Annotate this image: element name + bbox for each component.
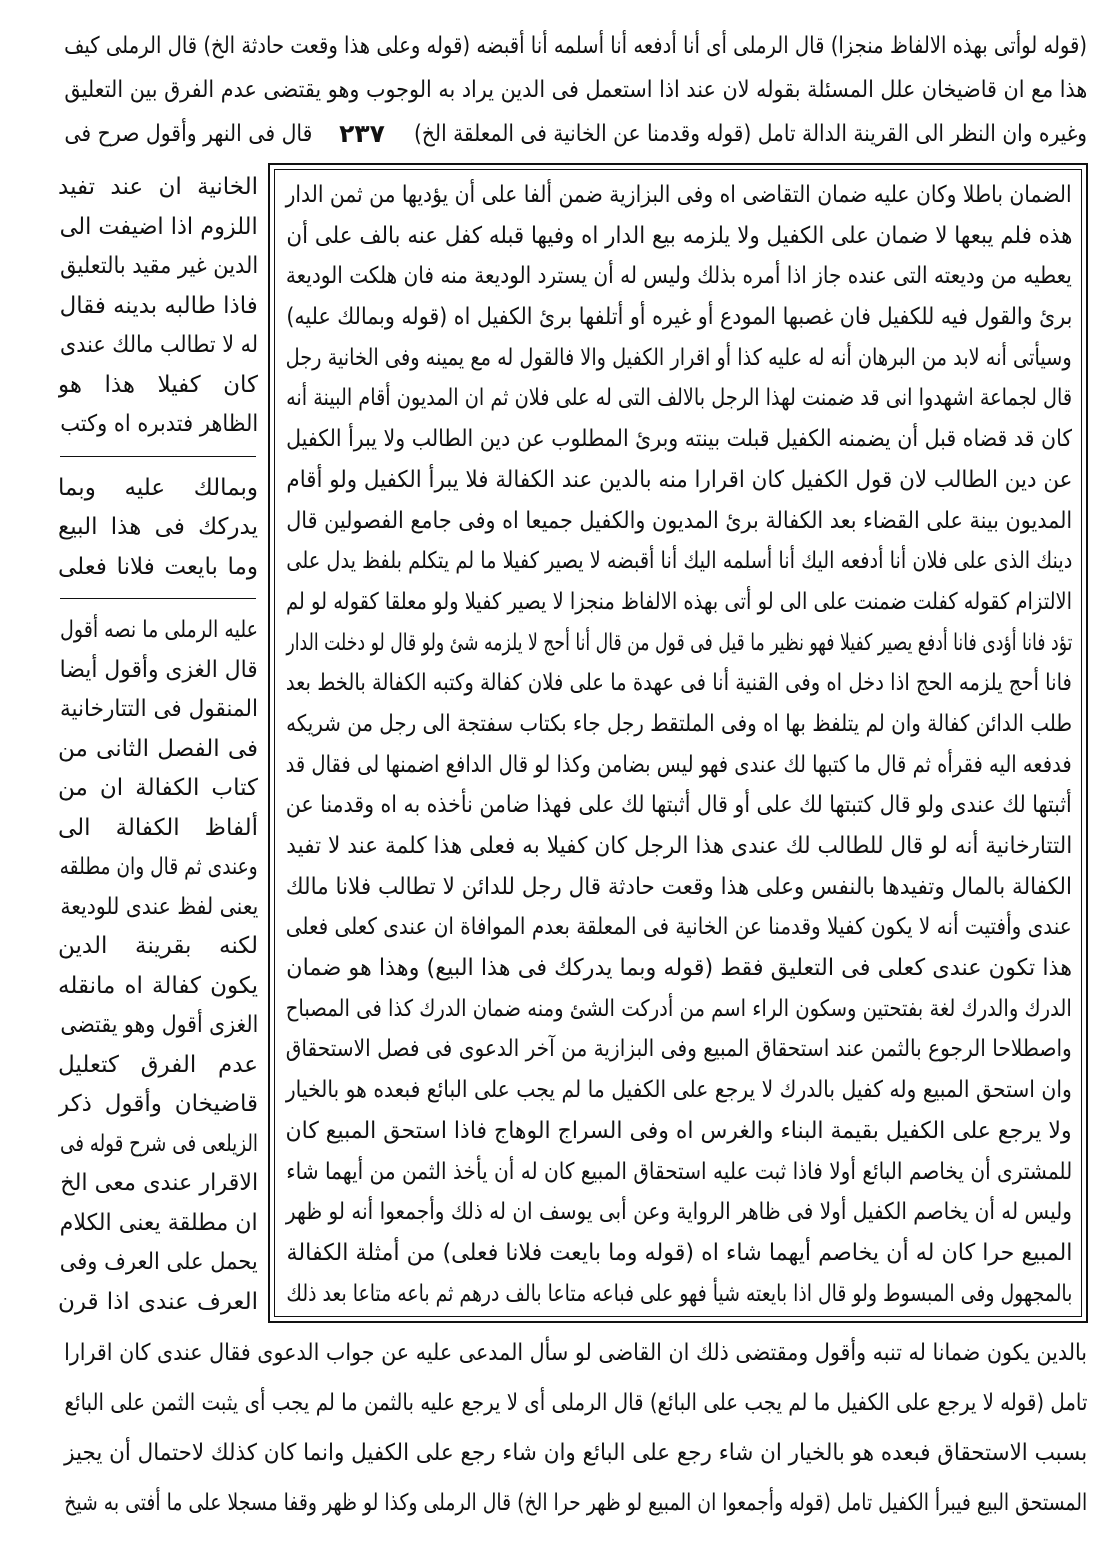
line-text: الالتزام كقوله كفلت ضمنت على الى لو أتى بهذه الالفاظ منجزا لا يصير كفيلا ولو معلقا كقوله لو لم bbox=[285, 588, 1072, 615]
main-text-line bbox=[284, 216, 1072, 257]
margin-text-line bbox=[58, 1085, 258, 1125]
header-commentary bbox=[62, 24, 1087, 156]
line-text: عن دين الطالب لان قول الكفيل كان اقرارا منه بالدين عند الكفالة فلا يبرأ الكفيل ولو أقام bbox=[286, 466, 1072, 493]
main-text-line bbox=[284, 1192, 1072, 1233]
main-text-line bbox=[284, 1029, 1072, 1070]
line-text: برئ والقول فيه للكفيل فان غصبها المودع أو غيره أو أتلفها برئ الكفيل اه (قوله وبمالك عليه) bbox=[286, 304, 1072, 331]
main-text-line bbox=[284, 338, 1072, 379]
main-text-line bbox=[284, 1274, 1072, 1315]
line-text: واصطلاحا الرجوع بالثمن عند استحقاق المبيع وفى البزازية من آخر الدعوى فى فصل الاستحقاق bbox=[286, 1036, 1072, 1063]
line-text: (قوله لوأتى بهذه الالفاظ منجزا) قال الرملى أى أنا أدفعه أنا أسلمه أنا أقبضه (قوله وعلى هذا وقعت حادثة الخ) قال الرملى كيف bbox=[64, 33, 1087, 59]
footer-line bbox=[62, 1328, 1087, 1378]
line-text: يعطيه من وديعته التى عنده جاز اذا أمره بذلك وليس له أن يسترد الوديعة منه فان هلكت الوديعة bbox=[286, 263, 1072, 290]
margin-text-line bbox=[58, 208, 258, 248]
main-text-line bbox=[284, 704, 1072, 745]
header-line-segment bbox=[62, 112, 312, 156]
margin-text-line bbox=[58, 888, 258, 928]
line-text: اللزوم اذا اضيفت الى bbox=[60, 213, 258, 240]
margin-text-line bbox=[58, 730, 258, 770]
line-text: قال الغزى وأقول أيضا bbox=[59, 656, 258, 683]
main-text-frame bbox=[268, 163, 1088, 1323]
margin-heading-line bbox=[58, 508, 258, 548]
main-text-line bbox=[284, 1070, 1072, 1111]
margin-text-line bbox=[58, 366, 258, 406]
line-text: كتاب الكفالة ان من bbox=[58, 775, 258, 801]
line-text: وما بايعت فلانا فعلى bbox=[58, 553, 258, 580]
main-text-line bbox=[284, 867, 1072, 908]
line-text: الدرك والدرك لغة بفتحتين وسكون الراء اسم من أدركت الشئ ومنه ضمان الدرك كذا فى المصباح bbox=[285, 995, 1072, 1022]
main-text-line bbox=[284, 297, 1072, 338]
footer-commentary bbox=[62, 1328, 1087, 1528]
margin-text-line bbox=[58, 1204, 258, 1244]
page-number: ٢٣٧ bbox=[339, 119, 385, 148]
line-text: يدركك فى هذا البيع bbox=[58, 514, 258, 540]
margin-text-line bbox=[58, 809, 258, 849]
margin-heading-line bbox=[58, 548, 258, 588]
main-text-line bbox=[284, 1111, 1072, 1152]
line-text: له لا تطالب مالك عندى bbox=[59, 332, 258, 358]
line-text: تؤد فانا أؤدى فانا أدفع يصير كفيلا فهو نظير ما قيل فى قول من قال أنا أحج لا يلزمه شئ ولو قال لو دخلت الدار bbox=[286, 629, 1072, 656]
margin-text-line bbox=[58, 1006, 258, 1046]
line-text: يكون كفالة اه مانقله bbox=[58, 972, 258, 999]
line-text: طلب الدائن كفالة وان لم يتلفظ بها اه وفى الملتقط رجل جاء بكتاب سفتجة الى رجل من شريكه bbox=[286, 710, 1072, 737]
line-text: بالدين يكون ضمانا له تنبه وأقول ومقتضى ذلك ان القاضى لو سأل المدعى عليه عن جواب الدعوى فقال عندى كان اقرارا bbox=[64, 1340, 1087, 1366]
header-line-with-page-number bbox=[62, 112, 1087, 156]
line-text: لكنه بقرينة الدين bbox=[58, 933, 258, 959]
line-text: ولا يرجع على الكفيل بقيمة البناء والغرس اه وفى السراج الوهاج فاذا استحق المبيع كان bbox=[285, 1117, 1072, 1144]
line-text: فاذا طالبه بدينه فقال bbox=[59, 292, 258, 319]
margin-heading-line bbox=[58, 469, 258, 509]
main-text-line bbox=[284, 948, 1072, 989]
line-text: قال لجماعة اشهدوا انى قد ضمنت لهذا الرجل بالالف التى له على فلان ثم ان المديون أقام البينة أنه bbox=[285, 385, 1072, 412]
line-text: وبمالك عليه وبما bbox=[58, 474, 258, 501]
margin-separator bbox=[58, 587, 258, 611]
margin-text-line bbox=[58, 927, 258, 967]
footer-line bbox=[62, 1378, 1087, 1428]
line-text: كان قد قضاه قبل أن يضمنه الكفيل قبلت بينته وبرئ المطلوب عن دين الطالب ولا يبرأ الكفيل bbox=[285, 426, 1072, 453]
line-text: قال فى النهر وأقول صرح فى bbox=[64, 121, 312, 147]
line-text: المستحق البيع فيبرأ الكفيل تامل (قوله وأجمعوا ان المبيع لو ظهر حرا الخ) قال الرملى وكذا لو ظهر وقفا مسجلا على ما أفتى به شيخ bbox=[63, 1490, 1087, 1516]
main-text-line bbox=[284, 663, 1072, 704]
margin-text-line bbox=[58, 690, 258, 730]
line-text: عليه الرملى ما نصه أقول bbox=[60, 617, 258, 643]
line-text: الظاهر فتدبره اه وكتب bbox=[59, 411, 258, 437]
line-text: فانا أحج يلزمه الحج اذا دخل اه وفى القنية أنا فى عهدة ما على فلان كفالة وكتبه الكفالة بالخط بعد bbox=[285, 670, 1072, 697]
line-text: التتارخانية أنه لو قال للطالب لك عندى هذا الرجل كان كفيلا به فعلى هذا كلمة عند لا تفيد bbox=[285, 833, 1072, 859]
main-text-line bbox=[284, 256, 1072, 297]
footer-line bbox=[62, 1428, 1087, 1478]
line-text: عدم الفرق كتعليل bbox=[58, 1051, 258, 1078]
line-text: يحمل على العرف وفى bbox=[59, 1249, 258, 1275]
margin-text-line bbox=[58, 326, 258, 366]
margin-text-line bbox=[58, 247, 258, 287]
line-text: الخانية ان عند تفيد bbox=[58, 174, 258, 200]
margin-text-line bbox=[58, 1164, 258, 1204]
header-line-segment bbox=[412, 112, 1087, 156]
main-text-line bbox=[284, 989, 1072, 1030]
margin-text-line bbox=[58, 1125, 258, 1165]
line-text: وغيره وان النظر الى القرينة الدالة تامل (قوله وقدمنا عن الخانية فى المعلقة الخ) bbox=[414, 121, 1087, 147]
main-text-line bbox=[284, 785, 1072, 826]
line-text: الغزى أقول وهو يقتضى bbox=[60, 1012, 258, 1038]
line-text: قاضيخان وأقول ذكر bbox=[58, 1091, 258, 1117]
main-text-line bbox=[284, 1233, 1072, 1274]
margin-text-line bbox=[58, 848, 258, 888]
line-text: الكفالة بالمال وتفيدها بالنفس وعلى هذا وقعت حادثة قال رجل للدائن لا تطالب فلانا مالك bbox=[285, 873, 1072, 900]
line-text: تامل (قوله لا يرجع على الكفيل ما لم يجب على البائع) قال الرملى أى لا يرجع عليه بالثمن ما لم يجب أى يثبت الثمن على البائع bbox=[64, 1390, 1087, 1416]
line-text: يعنى لفظ عندى للوديعة bbox=[60, 893, 258, 920]
main-text-line bbox=[284, 460, 1072, 501]
line-text: فدفعه اليه فقرأه ثم قال ما كتبها لك عندى فهو ليس بضامن وكذا لو قال الدافع اضمنها لى فقال قد bbox=[285, 751, 1072, 778]
margin-text-line bbox=[58, 1283, 258, 1323]
line-text: للمشترى أن يخاصم البائع أولا فاذا ثبت عليه استحقاق المبيع كان له أن يأخذ الثمن من أيهما شاء bbox=[286, 1158, 1072, 1185]
margin-text-line bbox=[58, 611, 258, 651]
margin-text-line bbox=[58, 769, 258, 809]
main-text-line bbox=[284, 582, 1072, 623]
main-text-line bbox=[284, 175, 1072, 216]
line-text: هذا تكون عندى كعلى فى التعليق فقط (قوله وبما يدركك فى هذا البيع) وهذا هو ضمان bbox=[286, 955, 1072, 982]
line-text: كان كفيلا هذا هو bbox=[58, 371, 258, 398]
margin-text-line bbox=[58, 967, 258, 1007]
line-text: الضمان باطلا وكان عليه ضمان التقاضى اه وفى البزازية ضمن ألفا على أن يؤديها من ثمن الدار bbox=[285, 182, 1072, 208]
line-text: هذا مع ان قاضيخان علل المسئلة بقوله لان عند اذا استعمل فى الدين يراد به الوجوب وهو يقتضى عدم الفرق بين التعليق bbox=[64, 77, 1087, 103]
margin-text-line bbox=[58, 1046, 258, 1086]
main-text-line bbox=[284, 745, 1072, 786]
line-text: المنقول فى التتارخانية bbox=[59, 696, 258, 722]
main-text-line bbox=[284, 378, 1072, 419]
line-text: الاقرار عندى معى الخ bbox=[60, 1170, 258, 1196]
main-text-line bbox=[284, 419, 1072, 460]
line-text: بسبب الاستحقاق فبعده هو بالخيار ان شاء رجع على البائع وان شاء رجع على الكفيل وانما كان كذلك لاحتمال أن يجيز bbox=[63, 1440, 1087, 1466]
margin-text-line bbox=[58, 1243, 258, 1283]
main-text-line bbox=[284, 501, 1072, 542]
line-text: فى الفصل الثانى من bbox=[58, 735, 258, 762]
line-text: وليس له أن يخاصم الكفيل أولا فى ظاهر الرواية وعن أبى يوسف ان له ذلك وأجمعوا أنه لو ظهر bbox=[285, 1199, 1072, 1226]
margin-text-line bbox=[58, 287, 258, 327]
line-text: المبيع حرا كان له أن يخاصم أيهما شاء اه (قوله وما بايعت فلانا فعلى) من أمثلة الكفالة bbox=[286, 1239, 1072, 1266]
main-text-line bbox=[284, 1152, 1072, 1193]
margin-separator bbox=[58, 445, 258, 469]
line-text: عندى وأفتيت أنه لا يكون كفيلا وقدمنا عن الخانية فى المعلقة بعدم الموافاة ان عندى كعلى فعلى bbox=[285, 914, 1072, 941]
header-line bbox=[62, 68, 1087, 112]
footer-line bbox=[62, 1478, 1087, 1528]
main-text-line bbox=[284, 826, 1072, 867]
line-text: العرف عندى اذا قرن bbox=[58, 1288, 258, 1315]
main-text-line bbox=[284, 907, 1072, 948]
margin-text-line bbox=[58, 405, 258, 445]
margin-text-line bbox=[58, 168, 258, 208]
line-text: الزيلعى فى شرح قوله فى bbox=[59, 1130, 258, 1157]
line-text: دينك الذى على فلان أنا أدفعه اليك أنا أسلمه اليك أنا أقبضه لا يصير كفيلا ما لم يتكلم بلفظ يدل على bbox=[285, 548, 1072, 575]
main-text-line bbox=[284, 541, 1072, 582]
main-text-line bbox=[284, 623, 1072, 664]
margin-text-line bbox=[58, 651, 258, 691]
line-text: هذه فلم يبعها لا ضمان على الكفيل ولا يلزمه بيع الدار اه وفيها قبله كفل عنه بالف على أن bbox=[285, 222, 1072, 249]
line-text: وعندى ثم قال وان مطلقه bbox=[60, 854, 258, 880]
header-line bbox=[62, 24, 1087, 68]
line-text: أثبتها لك عندى ولو قال كتبتها لك على أو قال أثبتها لك على فهذا ضامن نأخذه به اه وقدمنا عن bbox=[286, 792, 1072, 819]
line-text: وسيأتى أنه لابد من البرهان أنه له عليه كذا أو اقرار الكفيل والا فالقول له مع يمينه وفى الخانية رجل bbox=[285, 344, 1072, 371]
line-text: الدين غير مقيد بالتعليق bbox=[59, 253, 258, 279]
line-text: المديون بينة على القضاء بعد الكفالة برئ المديون والكفيل جميعا اه وفى جامع الفصولين قال bbox=[286, 507, 1072, 534]
line-text: بالمجهول وفى المبسوط ولو قال اذا بايعته شيأ فهو على فباعه متاعا بالف درهم ثم باعه متاعا بعد ذلك bbox=[285, 1280, 1072, 1307]
line-text: وان استحق المبيع وله كفيل بالدرك لا يرجع على الكفيل ما لم يجب على البائع فبعده هو بالخيار bbox=[286, 1077, 1072, 1104]
margin-commentary-column bbox=[58, 168, 258, 1322]
line-text: ألفاظ الكفالة الى bbox=[58, 814, 258, 841]
line-text: ان مطلقة يعنى الكلام bbox=[59, 1209, 258, 1236]
